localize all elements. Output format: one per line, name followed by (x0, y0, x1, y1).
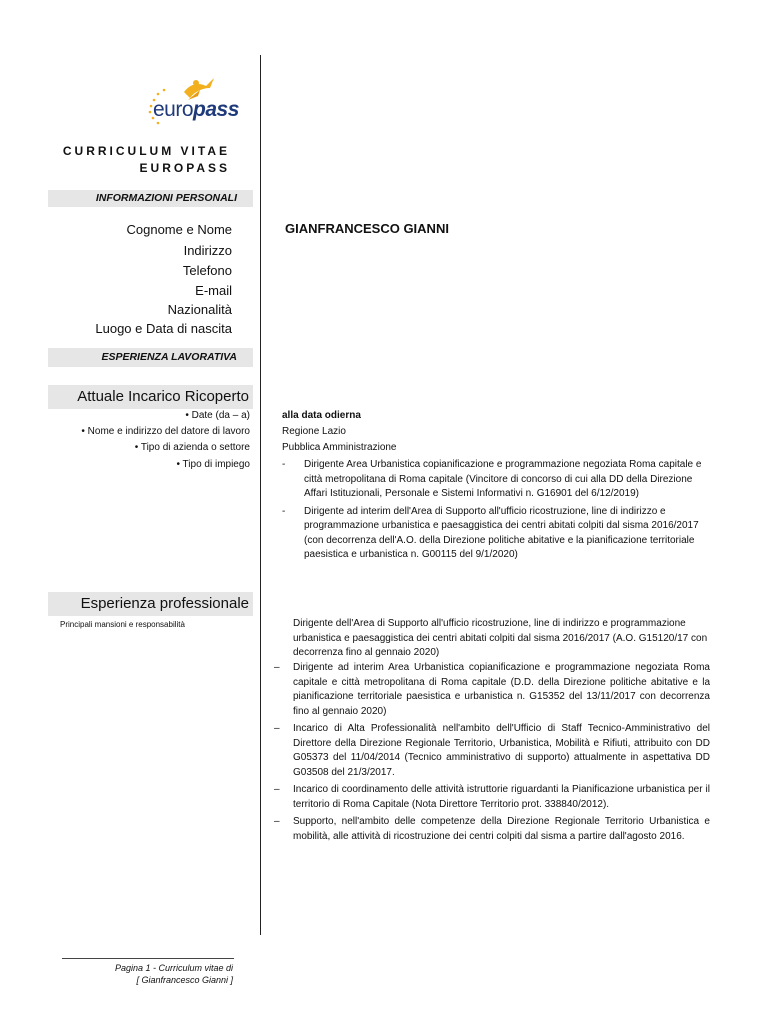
cv-title-line2: EUROPASS (139, 161, 230, 175)
current-role-value-dates: alla data odierna (282, 410, 361, 421)
list-item-text: Dirigente ad interim dell'Area di Supporto all'ufficio ricostruzione, line di indirizzo e programmazione urbanistica e paesaggistica dei centri abitati colpiti dal sisma 2016/2017 (con decorrenza dell'A.O. della Direzione politiche abitative e la pianificazione territoriale paesistica e urbanistica n. G00115 del 9/1/2020) (304, 505, 699, 560)
list-bullet: – (274, 662, 280, 673)
current-role-label-type: • Tipo di impiego (176, 459, 250, 470)
current-role-label-employer: • Nome e indirizzo del datore di lavoro (81, 426, 250, 437)
current-role-value-employer: Regione Lazio (282, 426, 346, 437)
europass-logo-text (153, 98, 239, 122)
footer-name: [ Gianfrancesco Gianni ] (136, 975, 233, 985)
list-item-text: Incarico di Alta Professionalità nell'ambito dell'Ufficio di Staff Tecnico-Amministrativo del Direttore della Direzione Regionale Territorio, Urbanistica, Mobilità e Rifiuti, attribuito con DD G05373 del 11/04/2014 (Tecnico amministrativo di supporto) attualmente in aspettativa DD G03508 del 21/3/2017. (293, 723, 710, 778)
column-divider (260, 55, 261, 935)
current-role-label-dates: • Date (da – a) (185, 410, 250, 421)
list-item (274, 722, 710, 780)
logo-text-light: euro (153, 98, 194, 121)
list-bullet: - (282, 459, 286, 470)
list-bullet: - (282, 505, 286, 517)
current-role-heading: Attuale Incarico Ricoperto (48, 385, 253, 409)
current-role-value-sector: Pubblica Amministrazione (282, 442, 397, 453)
field-value-name: GIANFRANCESCO GIANNI (285, 221, 449, 236)
professional-sub-label: Principali mansioni e responsabilità (60, 620, 185, 629)
professional-experience-heading: Esperienza professionale (48, 592, 253, 616)
list-item (274, 815, 710, 844)
logo-text-bold: pass (193, 98, 239, 121)
list-item (282, 458, 710, 502)
work-experience-heading (48, 348, 253, 367)
professional-list (274, 661, 710, 844)
list-bullet: – (274, 784, 280, 795)
footer-divider (62, 958, 234, 959)
professional-first-paragraph: Dirigente dell'Area di Supporto all'ufficio ricostruzione, line di indirizzo e programmazione urbanistica e paesaggistica dei centri abitati colpiti dal sisma 2016/2017 (A.O. G15120/17 con decorrenza fino al gennaio 2020) (293, 618, 708, 658)
list-item-text: Incarico di coordinamento delle attività istruttorie riguardanti la Pianificazione urbanistica per il territorio di Roma Capitale (Nota Direttore Territorio prot. 338840/2012). (293, 784, 710, 810)
field-label-phone: Telefono (182, 263, 232, 278)
list-item-text: Supporto, nell'ambito delle competenze della Direzione Regionale Territorio Urbanistica e mobilità, alle attività di ricostruzione dei centri colpiti dal sisma a partire dall'agosto 2016. (293, 816, 710, 842)
personal-info-heading-text: INFORMAZIONI PERSONALI (95, 192, 237, 204)
field-label-email: E-mail (195, 283, 232, 298)
field-label-name: Cognome e Nome (126, 222, 232, 237)
list-bullet: – (274, 723, 280, 734)
footer-page-label: Pagina 1 - Curriculum vitae di (114, 963, 233, 973)
list-item (274, 783, 710, 812)
list-item-text: Dirigente ad interim Area Urbanistica copianificazione e programmazione negoziata Roma capitale e città metropolitana di Roma capitale (D.D. della Direzione politiche abitative e la pianificazione territoriale paesistica e urbanistica n. G15352 del 13/11/2017 con decorrenza fino al gennaio 2020) (293, 662, 710, 717)
list-bullet: – (274, 816, 280, 827)
current-role-label-sector: • Tipo di azienda o settore (134, 442, 250, 453)
field-label-nationality: Nazionalità (167, 302, 232, 317)
personal-info-heading (48, 190, 253, 207)
list-item (282, 505, 710, 563)
current-role-list (282, 458, 710, 563)
list-item (274, 661, 710, 719)
field-label-birth: Luogo e Data di nascita (95, 321, 232, 336)
field-label-address: Indirizzo (183, 243, 232, 258)
list-item-text: Dirigente Area Urbanistica copianificazione e programmazione negoziata Roma capitale e città metropolitana di Roma capitale (Vincitore di concorso di cui alla DD della Direzione Affari Istituzionali, Personale e Sistemi Informativi n. G16901 del 6/12/2019) (304, 459, 702, 499)
work-experience-heading-text: ESPERIENZA LAVORATIVA (101, 351, 237, 363)
cv-title-line1: CURRICULUM VITAE (62, 144, 230, 158)
